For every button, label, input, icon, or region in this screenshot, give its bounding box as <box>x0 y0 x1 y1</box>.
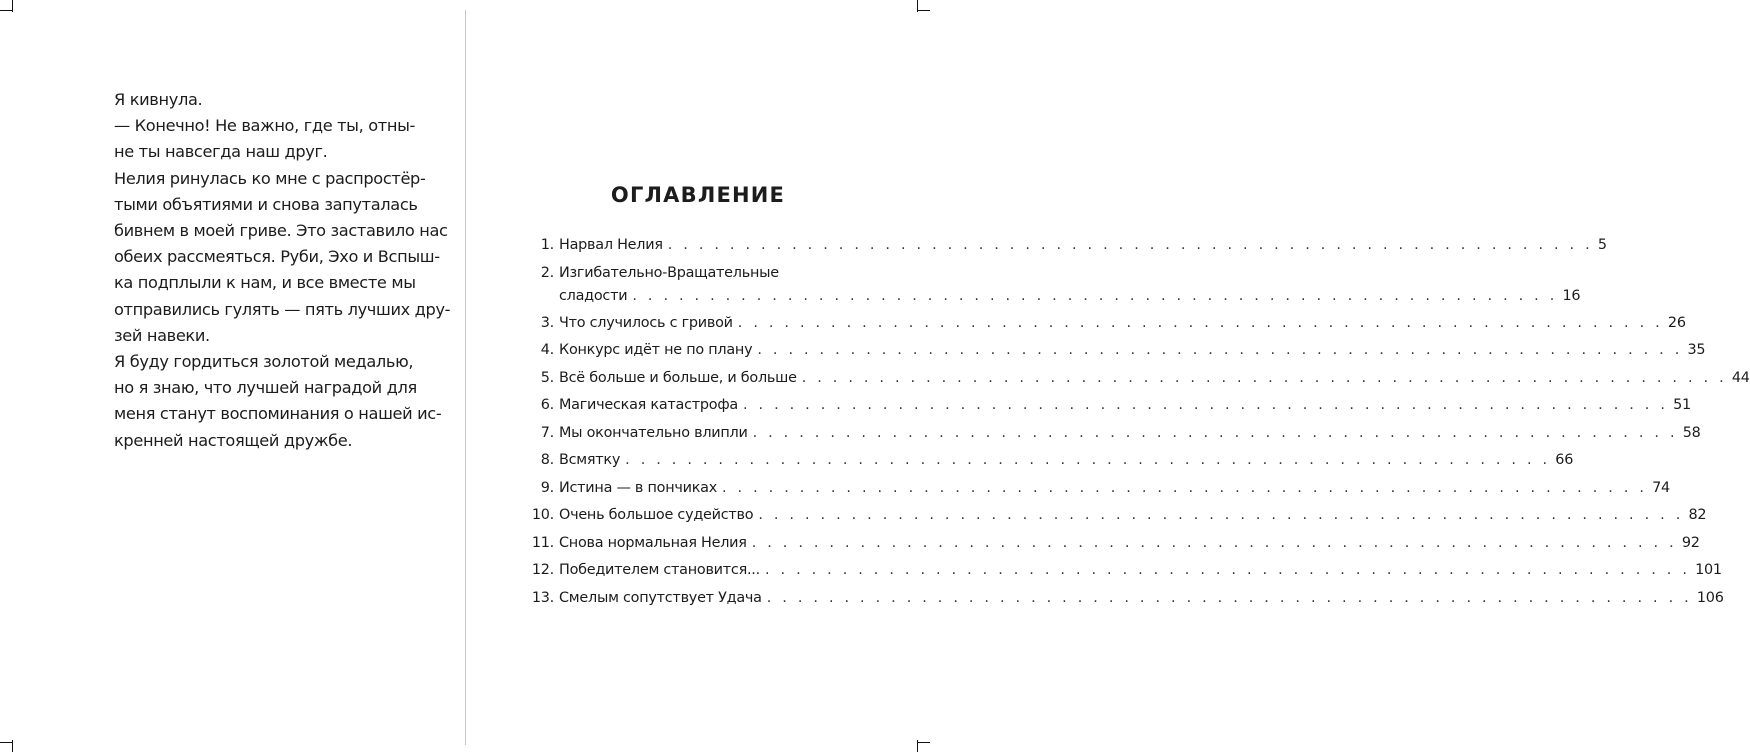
paragraph <box>114 113 415 165</box>
text-line: — Конечно! Не важно, где ты, отны- <box>114 116 415 136</box>
toc-chapter-title: Изгибательно-Вращательные <box>559 264 779 281</box>
toc-entry <box>530 534 1700 563</box>
toc-number: 1. <box>540 237 554 253</box>
toc-entry <box>530 397 1691 425</box>
toc-entry <box>530 314 1686 343</box>
toc-entry <box>530 452 1574 480</box>
toc-number: 9. <box>540 479 554 496</box>
toc-chapter-title: Что случилось с гривой <box>559 314 733 331</box>
toc-number: 8. <box>540 452 554 468</box>
dot-leader: . . . . . . . . . . . . . . . . . . . . . . . . . . . . . . . . . . . . . . . . . . . . . . . . . . . . . . . . . . . . <box>742 397 1669 413</box>
toc-entry <box>530 424 1701 453</box>
toc-page-number: 35 <box>1687 342 1706 358</box>
toc-chapter-title: Нарвал Нелия <box>559 237 663 253</box>
dot-leader: . . . . . . . . . . . . . . . . . . . . . . . . . . . . . . . . . . . . . . . . . . . . . . . . . . . . . . . . . . . . <box>751 534 1677 551</box>
toc-chapter-title: Всё больше и больше, и больше <box>559 369 797 386</box>
text-line: Я буду гордиться золотой медалью, <box>114 352 414 372</box>
text-line: бивнем в моей гриве. Это заставило нас <box>114 221 448 241</box>
dot-leader: . . . . . . . . . . . . . . . . . . . . . . . . . . . . . . . . . . . . . . . . . . . . . . . . . . . . . . . . . . . . <box>752 424 1678 441</box>
paragraph <box>114 166 451 349</box>
toc-page-number: 106 <box>1696 589 1724 606</box>
text-line: обеих рассмеяться. Руби, Эхо и Вспыш- <box>114 247 440 267</box>
dot-leader: . . . . . . . . . . . . . . . . . . . . . . . . . . . . . . . . . . . . . . . . . . . . . . . . . . . . . . . . . . . . <box>766 589 1692 606</box>
toc-number: 10. <box>531 507 554 523</box>
toc-chapter-title: Истина — в пончиках <box>559 479 717 496</box>
dot-leader: . . . . . . . . . . . . . . . . . . . . . . . . . . . . . . . . . . . . . . . . . . . . . . . . . . . . . . . . . . . . <box>801 369 1727 386</box>
dot-leader: . . . . . . . . . . . . . . . . . . . . . . . . . . . . . . . . . . . . . . . . . . . . . . . . . . . . . . . . . . . . <box>758 507 1684 523</box>
text-line: Я кивнула. <box>114 90 203 109</box>
crop-mark <box>917 0 918 12</box>
crop-mark <box>0 10 12 11</box>
dot-leader: . . . . . . . . . . . . . . . . . . . . . . . . . . . . . . . . . . . . . . . . . . . . . . . . . . . . . . . . . . . . <box>625 452 1551 468</box>
toc-chapter-title: Победителем становится... <box>559 562 760 578</box>
toc-page-number: 16 <box>1562 288 1581 304</box>
toc-number: 6. <box>540 397 554 413</box>
toc-page-number: 74 <box>1652 479 1670 496</box>
toc-number: 7. <box>540 424 554 441</box>
text-line: ка подплыли к нам, и все вместе мы <box>114 273 416 293</box>
text-line: меня станут воспоминания о нашей ис- <box>114 404 442 424</box>
toc-number: 11. <box>531 534 554 551</box>
left-page <box>0 0 466 752</box>
dot-leader: . . . . . . . . . . . . . . . . . . . . . . . . . . . . . . . . . . . . . . . . . . . . . . . . . . . . . . . . . . . . <box>667 237 1593 253</box>
toc-entry <box>530 479 1670 508</box>
toc-entry <box>530 562 1722 590</box>
text-line: зей навеки. <box>114 325 210 345</box>
toc-number: 13. <box>531 589 554 606</box>
toc-entry <box>530 369 1750 398</box>
toc-page-number: 82 <box>1688 507 1707 523</box>
toc-number: 3. <box>540 314 554 331</box>
text-line: отправились гулять — пять лучших дру- <box>114 299 451 319</box>
dot-leader: . . . . . . . . . . . . . . . . . . . . . . . . . . . . . . . . . . . . . . . . . . . . . . . . . . . . . . . . . . . . <box>757 342 1683 358</box>
crop-mark <box>12 740 13 752</box>
toc-entry <box>530 237 1607 265</box>
toc-chapter-title: Снова нормальная Нелия <box>559 534 747 551</box>
text-line: тыми объятиями и снова запуталась <box>114 194 418 214</box>
crop-mark <box>918 10 930 11</box>
paragraph <box>114 87 409 113</box>
crop-mark <box>917 740 918 752</box>
crop-mark <box>918 742 930 743</box>
toc-page-number: 26 <box>1667 314 1686 331</box>
toc-page-number: 44 <box>1731 369 1750 386</box>
toc-entry <box>530 342 1706 370</box>
toc-page-number: 51 <box>1673 397 1691 413</box>
toc-page-number: 5 <box>1597 237 1607 253</box>
crop-mark <box>0 742 12 743</box>
toc-number: 12. <box>531 562 554 578</box>
text-line: кренней настоящей дружбе. <box>114 430 353 450</box>
toc-chapter-title: Конкурс идёт не по плану <box>559 342 753 358</box>
paragraph <box>114 349 442 454</box>
toc-entry <box>530 589 1724 618</box>
toc-number: 4. <box>540 342 554 358</box>
dot-leader: . . . . . . . . . . . . . . . . . . . . . . . . . . . . . . . . . . . . . . . . . . . . . . . . . . . . . . . . . . . . <box>632 288 1558 304</box>
toc-page-number: 58 <box>1682 424 1701 441</box>
toc-number: 5. <box>540 369 554 386</box>
dot-leader: . . . . . . . . . . . . . . . . . . . . . . . . . . . . . . . . . . . . . . . . . . . . . . . . . . . . . . . . . . . . <box>764 562 1691 578</box>
toc-page-number: 92 <box>1681 534 1700 551</box>
dot-leader: . . . . . . . . . . . . . . . . . . . . . . . . . . . . . . . . . . . . . . . . . . . . . . . . . . . . . . . . . . . . <box>722 479 1648 496</box>
toc-chapter-title: Всмятку <box>559 452 621 468</box>
toc-chapter-title: Смелым сопутствует Удача <box>559 589 762 606</box>
toc-entry <box>530 264 1581 315</box>
toc-page-number: 101 <box>1695 562 1722 578</box>
text-line: не ты навсегда наш друг. <box>114 142 328 162</box>
toc-chapter-title: Мы окончательно влипли <box>559 424 748 441</box>
story-text <box>114 87 451 454</box>
toc-number: 2. <box>540 264 554 281</box>
toc-chapter-title: Магическая катастрофа <box>559 397 738 413</box>
crop-mark <box>12 0 13 12</box>
toc-chapter-title: Очень большое судейство <box>559 507 754 523</box>
text-line: Нелия ринулась ко мне с распростёр- <box>114 168 426 188</box>
toc-chapter-title: сладости <box>559 288 628 304</box>
toc-title: ОГЛАВЛЕНИЕ <box>610 183 786 207</box>
table-of-contents <box>530 237 1750 617</box>
text-line: но я знаю, что лучшей наградой для <box>114 378 417 398</box>
dot-leader: . . . . . . . . . . . . . . . . . . . . . . . . . . . . . . . . . . . . . . . . . . . . . . . . . . . . . . . . . . . . <box>737 314 1663 331</box>
toc-entry <box>530 507 1707 535</box>
toc-page-number: 66 <box>1555 452 1574 468</box>
